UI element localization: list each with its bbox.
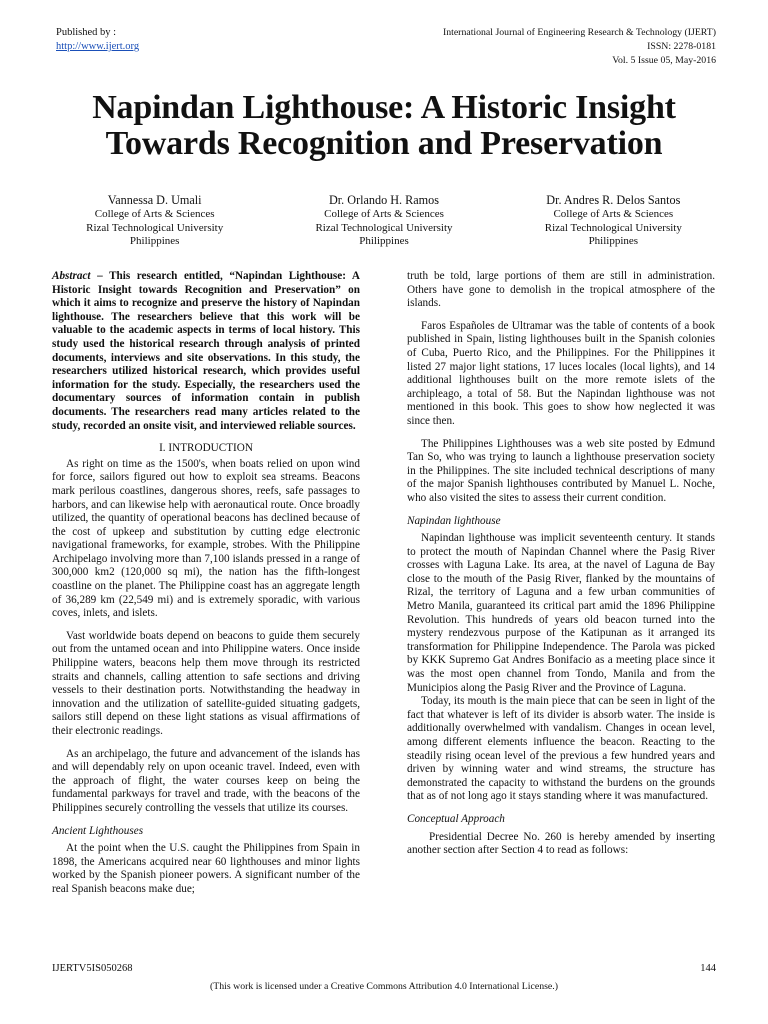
body-paragraph: Napindan lighthouse was implicit seventeenth century. It stands to protect the mouth of Napindan Channel where the Pasig River crosses with Laguna Lake. Its area, at the navel of Laguna de Bay close to the mouth of the Pasig River, flanked by the mountains of Rizal, the territory of Laguna and a few urban communities of Metro Manila, guaranteed its critical part amid the 1896 Philippine Revolution. This hundreds of years old beacon turned into the mystery rendezvous purpose of the Katipunan as it arranged its transformation for Philippine Independence. The Parola was picked by KKK Supremo Gat Andres Bonifacio as a meeting place since it was the most open channel from Tondo, Manila and from the Municipios along the Pasig River and the Province of Laguna. [407, 532, 715, 694]
title-line-1: Napindan Lighthouse: A Historic Insight [92, 89, 676, 126]
body-paragraph: Presidential Decree No. 260 is hereby amended by inserting another section after Section 4 to read as follows: [407, 830, 715, 857]
author-college: College of Arts & Sciences [324, 208, 444, 220]
body-paragraph: Vast worldwide boats depend on beacons to guide them securely out from the untamed ocean and into Philippine waters. Once inside Philippine waters, beacons help them move through its restricted straits and channels, calling attention to safe sections and driving vessels to their destination ports. Notwithstanding the headway in innovation and the utilization of satellite-guided situating gadgets, sailors still depend on these light stations as visual affirmations of their electronic readings. [52, 629, 360, 737]
author-university: Rizal Technological University [86, 221, 224, 234]
paper-title [40, 90, 728, 162]
subheading-conceptual-approach: Conceptual Approach [407, 812, 505, 825]
published-by: Published by : [56, 27, 117, 38]
publisher-info [56, 26, 139, 54]
title-line-2: Towards Recognition and Preservation [105, 125, 663, 162]
journal-info [443, 26, 716, 68]
author-name: Dr. Orlando H. Ramos [328, 193, 439, 207]
author-college: College of Arts & Sciences [94, 208, 215, 220]
abstract [52, 270, 360, 433]
author-list [40, 193, 728, 249]
body-paragraph: As an archipelago, the future and advancement of the islands has and will dependably rely on upon oceanic travel. Indeed, even with the approach of flight, the water courses keep on being the fundamental parkways for travel and trade, with the beacons of the Philippines securely controlling the vessels that utilize its courses. [52, 747, 360, 814]
body-paragraph: As right on time as the 1500's, when boats relied on upon wind for force, sailors figured out how to exploit sea streams. Beacons mark perilous coastlines, dangerous shores, reefs, safe passages to harbors, and can likewise help with aeronautical route. Once broadly utilized, the quantity of operational beacons has declined because of the cost of upkeep and substitution by cutting edge electronic navigational frameworks, for example, strobes. With the Philippine Archipelago involving more than 7,100 islands pressed in a range of 300,000 km2 (120,000 sq mi), the nation has the fifth-longest coastline on the planet. The Philippine coast has an aggregate length of 36,289 km (22,549 mi) and is extremely sporadic, with various coves, inlets, and islets. [52, 457, 360, 620]
body-paragraph: Today, its mouth is the main piece that can be seen in light of the fact that whatever is left of its divider is absorb water. The inside is additionally overwhelmed with vandalism. Changes in ocean level, among different elements influence the beacon. Reacting to the steadily rising ocean level of the previous a few hundred years and driven by winning water and wind streams, the structure has demonstrated the capacity to withstand the burdens on the grounds that as of not long ago it stays standing where it was manufactured. [407, 695, 715, 803]
journal-url-link[interactable]: http://www.ijert.org [56, 41, 140, 52]
author-university: Rizal Technological University [544, 221, 682, 234]
left-column [52, 270, 360, 906]
license-notice: (This work is licensed under a Creative Commons Attribution 4.0 International License.) [210, 981, 558, 992]
journal-name: International Journal of Engineering Research & Technology (IJERT) [442, 27, 716, 38]
author-country: Philippines [129, 235, 180, 248]
subheading-ancient-lighthouses: Ancient Lighthouses [52, 824, 144, 837]
author-college: College of Arts & Sciences [553, 208, 674, 220]
abstract-label: Abstract [52, 270, 91, 282]
author-2 [269, 193, 498, 249]
page-number: 144 [700, 963, 716, 974]
author-university: Rizal Technological University [315, 221, 453, 234]
author-name: Dr. Andres R. Delos Santos [546, 193, 681, 207]
body-paragraph: Faros Españoles de Ultramar was the table of contents of a book published in Spain, listing lighthouses built in the Spanish colonies of Cuba, Puerto Rico, and the Philippines. For the Philippines it listed 27 major light stations, 17 luces locales (local lights), and 14 additional lighthouses built on the more remote islets of the archipleago, a total of 58. But the Napindan lighthouse was not mentioned in this book. This goes to show how neglected it was since then. [407, 319, 715, 427]
subheading-napindan-lighthouse: Napindan lighthouse [407, 514, 501, 527]
paper-id: IJERTV5IS050268 [52, 963, 133, 974]
author-3 [499, 193, 728, 249]
author-country: Philippines [359, 235, 409, 248]
section-heading-introduction: I. INTRODUCTION [159, 442, 253, 455]
author-1 [40, 193, 269, 249]
body-paragraph: At the point when the U.S. caught the Philippines from Spain in 1898, the Americans acquired near 60 lighthouses and minor lights worked by the Spanish pioneer powers. A significant number of the real Spanish beacons make due; [52, 842, 360, 895]
author-name: Vannessa D. Umali [107, 193, 202, 207]
issn: ISSN: 2278-0181 [647, 41, 716, 52]
body-paragraph: truth be told, large portions of them are still in administration. Others have gone to demolish in the tropical atmosphere of the islands. [407, 270, 715, 310]
author-country: Philippines [588, 235, 639, 248]
body-paragraph: The Philippines Lighthouses was a web site posted by Edmund Tan So, who was trying to launch a lighthouse preservation society in the Philippines. The site included technical descriptions of many of the major Spanish lighthouses contributed by Manuel L. Noche, who also visited the sites to assess their current condition. [407, 437, 715, 504]
right-column [407, 270, 715, 867]
volume-issue: Vol. 5 Issue 05, May-2016 [612, 55, 716, 66]
abstract-text: – This research entitled, “Napindan Lighthouse: A Historic Insight towards Recognition and Preservation” on which it aims to recognize and preserve the history of Napindan lighthouse. The researchers believe that this work will be valuable to the academic aspects in terms of local history. This study used the historical research through analysis of printed documents, interviews and site observations. In this study, the researchers utilized historical research, which provides useful information for the study. Especially, the researchers used the documentary sources of information contain in publish documents. The researchers read many articles related to the study, recorded an onsite visit, and interviewed reliable sources. [52, 270, 360, 432]
